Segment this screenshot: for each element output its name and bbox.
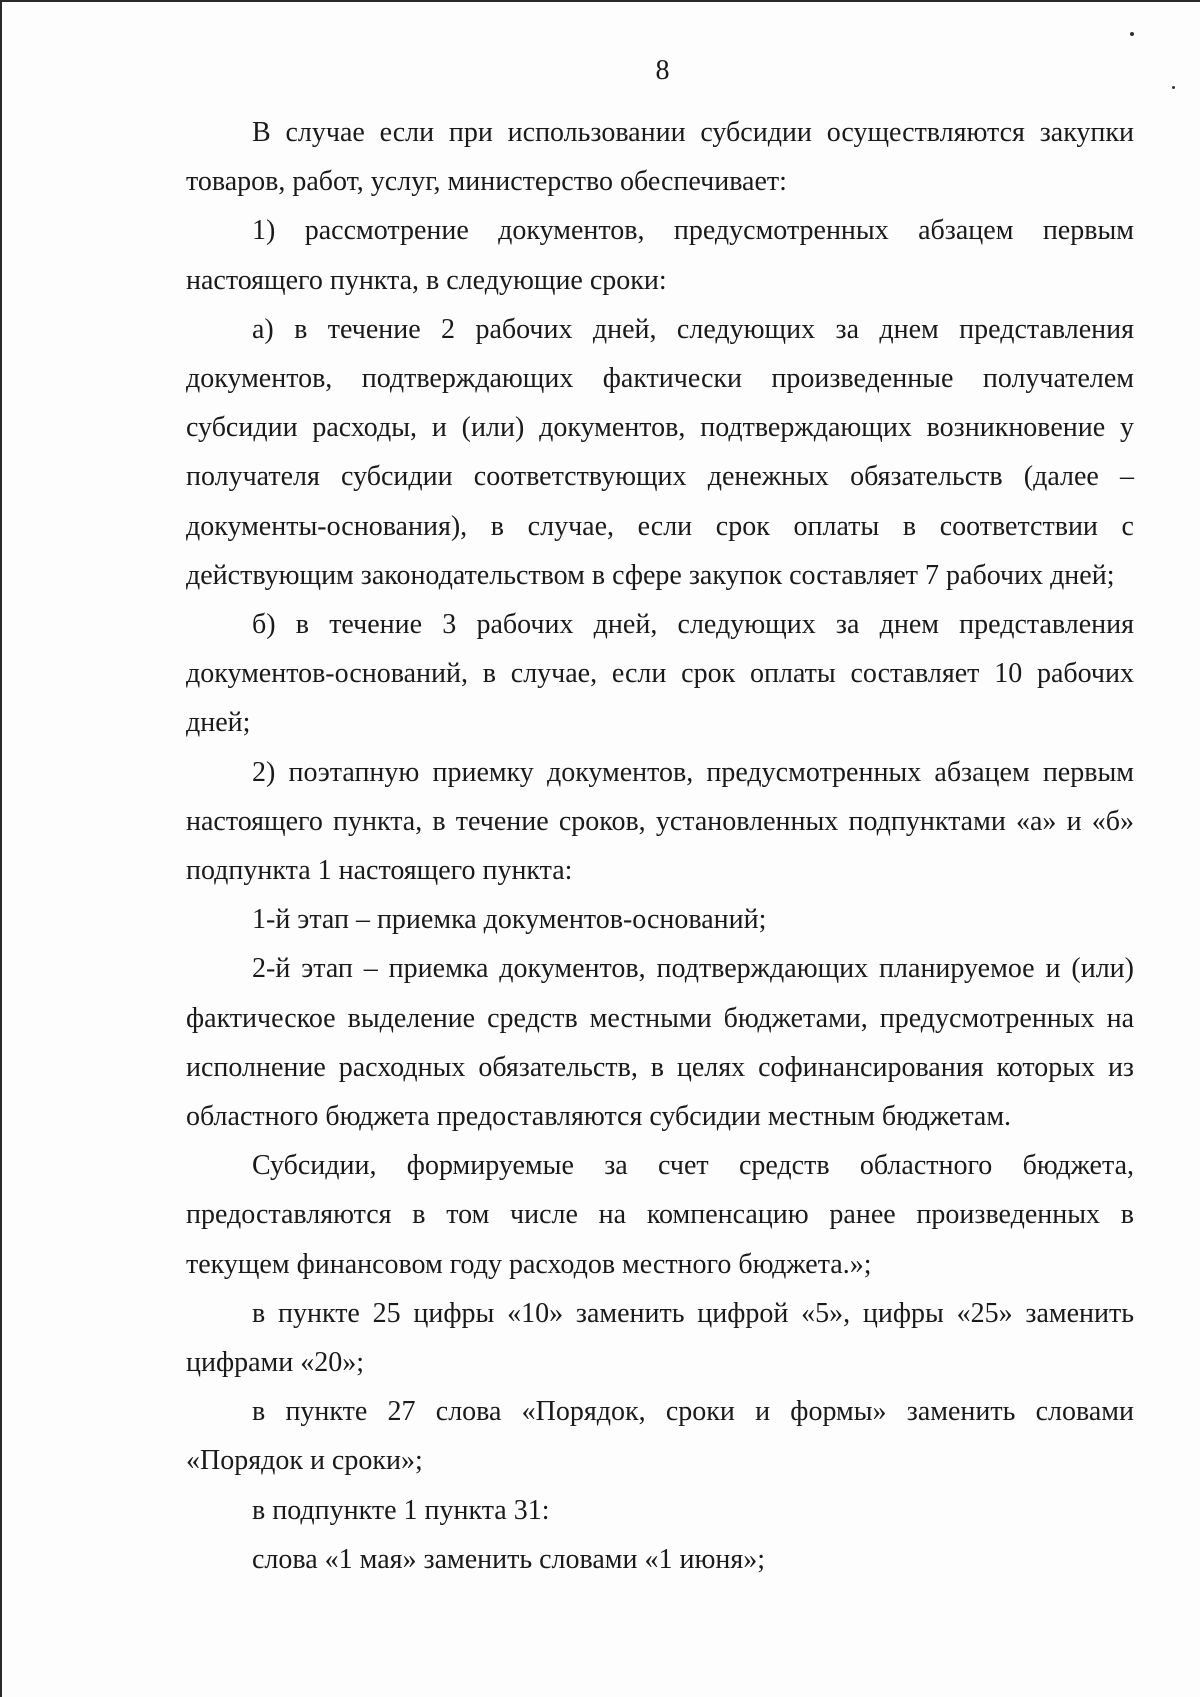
paragraph-subsidies: Субсидии, формируемые за счет средств областного бюджета, предоставляются в том числе на компенсацию ранее произведенных в текущем финансовом году расходов местного бюджета.»;	[186, 1150, 1134, 1280]
scan-speck	[1130, 32, 1134, 36]
page-left-edge	[0, 0, 2, 1697]
document-body	[186, 108, 1134, 1584]
page-number: 8	[655, 55, 670, 86]
page-top-edge	[0, 0, 1200, 2]
paragraph-clause-31: в подпункте 1 пункта 31:	[252, 1494, 550, 1526]
paragraph-subitem-a: а) в течение 2 рабочих дней, следующих за днем представления документов, подтверждающих фактически произведенные получателем субсидии расходы, и (или) документов, подтверждающих возникновение у получателя субсидии соответствующих денежных обязательств (далее – документы-основания), в случае, если срок оплаты в соответствии с действующим законодательством в сфере закупок составляет 7 рабочих дней;	[186, 313, 1134, 591]
paragraph-stage-1: 1-й этап – приемка документов-оснований;	[252, 904, 767, 936]
paragraph-item-1: 1) рассмотрение документов, предусмотренных абзацем первым настоящего пункта, в следующие сроки:	[186, 215, 1134, 296]
paragraph-words-replace: слова «1 мая» заменить словами «1 июня»;	[252, 1543, 766, 1575]
paragraph-stage-2: 2-й этап – приемка документов, подтверждающих планируемое и (или) фактическое выделение средств местными бюджетами, предусмотренных на исполнение расходных обязательств, в целях софинансирования которых из областного бюджета предоставляются субсидии местным бюджетам.	[186, 953, 1134, 1133]
paragraph-subitem-b: б) в течение 3 рабочих дней, следующих за днем представления документов-оснований, в случае, если срок оплаты составляет 10 рабочих дней;	[186, 609, 1134, 739]
paragraph-procurement-intro: В случае если при использовании субсидии осуществляются закупки товаров, работ, услуг, министерство обеспечивает:	[186, 117, 1134, 198]
paragraph-item-2: 2) поэтапную приемку документов, предусмотренных абзацем первым настоящего пункта, в течение сроков, установленных подпунктами «а» и «б» подпункта 1 настоящего пункта:	[186, 756, 1134, 887]
paragraph-clause-25: в пункте 25 цифры «10» заменить цифрой «5», цифры «25» заменить цифрами «20»;	[186, 1297, 1134, 1379]
paragraph-clause-27: в пункте 27 слова «Порядок, сроки и формы» заменить словами «Порядок и сроки»;	[186, 1396, 1134, 1477]
